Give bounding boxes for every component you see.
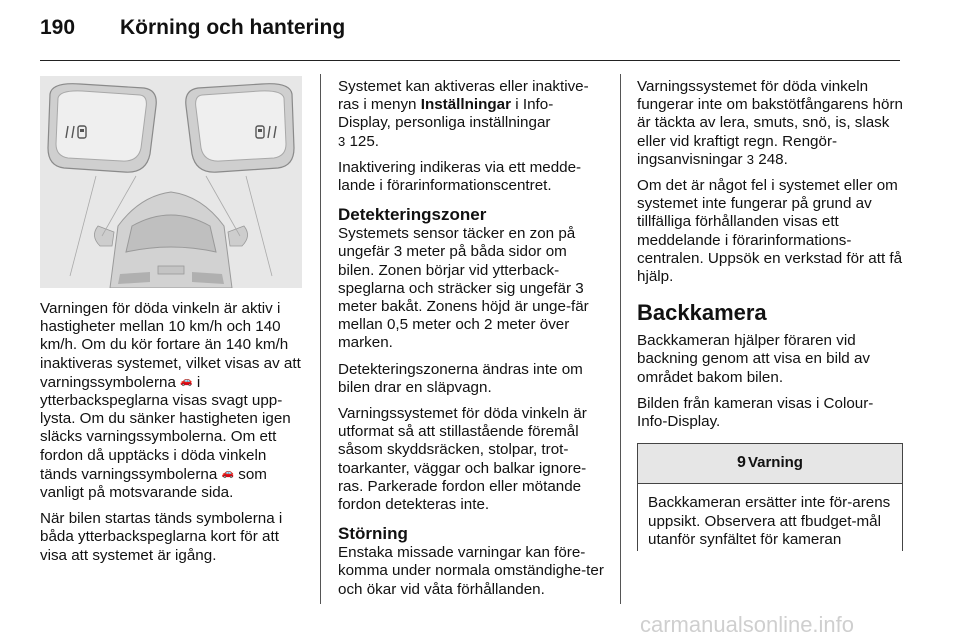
column-2 bbox=[338, 78, 606, 607]
column-3 bbox=[637, 78, 903, 551]
page-ref[interactable]: 125. bbox=[349, 132, 380, 150]
heading-detection-zones: Detekteringszoner bbox=[338, 205, 487, 225]
paragraph: Om det är något fel i systemet eller om systemet inte fungerar på grund av tillfälliga förhållanden visas ett meddelande i förarinformations-centralen. Uppsök en verkstad för att få hjälp. bbox=[637, 177, 903, 286]
page-title: Körning och hantering bbox=[120, 16, 346, 39]
menu-name: Inställningar bbox=[420, 96, 512, 114]
header-divider bbox=[40, 60, 900, 61]
paragraph: Bilden från kameran visas i Colour-Info-Display. bbox=[637, 394, 874, 431]
paragraph: Varningssystemet för döda vinkeln fungerar inte om bakstötfångarens hörn är täckta av lera, smuts, snö, is, slask eller vid kraftigt regn. Rengör-ingsanvisningar 3 248. bbox=[637, 78, 903, 168]
paragraph: Systemet kan aktiveras eller inaktive-ras i menyn Inställningar i Info-Display, personliga inställningar 3 125. bbox=[338, 78, 589, 150]
warning-header bbox=[638, 444, 902, 484]
warning-title: Varning bbox=[747, 454, 803, 472]
page-ref-icon: 3 bbox=[338, 133, 346, 149]
paragraph: Inaktivering indikeras via ett medde-lande i förarinformationscentret. bbox=[338, 158, 582, 195]
paragraph: Systemets sensor täcker en zon på ungefär 3 meter på båda sidor om bilen. Zonen börjar vid ytterback-speglarna och sträcker sig ungefär 3 meter bakåt. Zonens höjd är unge-fär mellan 0,5 meter och 2 meter över marken. bbox=[338, 225, 589, 352]
warning-symbol-icon: 🚗 bbox=[221, 467, 234, 479]
warning-symbol-icon: 🚗 bbox=[180, 375, 193, 387]
column-divider-2 bbox=[620, 74, 621, 604]
paragraph: Backkameran hjälper föraren vid backning genom att visa en bild av området bakom bilen. bbox=[637, 332, 871, 386]
watermark: carmanualsonline.info bbox=[640, 612, 855, 637]
page-ref-icon: 3 bbox=[746, 151, 755, 167]
mirror-illustration-graphic bbox=[40, 76, 302, 288]
paragraph: Varningen för döda vinkeln är aktiv i hastigheter mellan 10 km/h och 140 km/h. Om du kör fortare än 140 km/h inaktiveras systemet, vilket visas av att varningssymbolerna 🚗 i ytterbackspeglarna visas svagt upp-lysta. Om du sänker hastigheten igen släcks varningssymbolerna. Om ett fordon då upptäcks i döda vinkeln tänds varningssymbolerna 🚗 som vanligt på motsvarande sida. bbox=[40, 300, 301, 502]
paragraph: När bilen startas tänds symbolerna i båda ytterbackspeglarna kort för att visa att systemet är igång. bbox=[40, 510, 283, 564]
heading-fault: Störning bbox=[338, 524, 408, 544]
column-divider-1 bbox=[320, 74, 321, 604]
warning-body: Backkameran ersätter inte för-arens uppsikt. Observera att fbudget-mål utanför synfältet för kameran bbox=[648, 494, 891, 548]
paragraph: Varningssystemet för döda vinkeln är utformat så att stillastående föremål såsom skyddsräcken, stolpar, trot-toarkanter, väggar och balkar ignore-ras. Parkerade fordon eller mötande fordon detekteras inte. bbox=[338, 405, 587, 514]
column-1 bbox=[40, 300, 305, 573]
paragraph: Detekteringszonerna ändras inte om bilen drar en släpvagn. bbox=[338, 360, 583, 396]
warning-box bbox=[637, 443, 903, 551]
paragraph: Enstaka missade varningar kan före-komma under normala omständighe-ter och ökar vid våta förhållanden. bbox=[338, 544, 604, 598]
warning-triangle-icon: 9 bbox=[737, 454, 746, 472]
page-ref[interactable]: 248. bbox=[758, 150, 788, 168]
page-number: 190 bbox=[40, 16, 76, 39]
mirror-illustration bbox=[40, 76, 302, 288]
heading-reverse-camera: Backkamera bbox=[637, 300, 767, 326]
